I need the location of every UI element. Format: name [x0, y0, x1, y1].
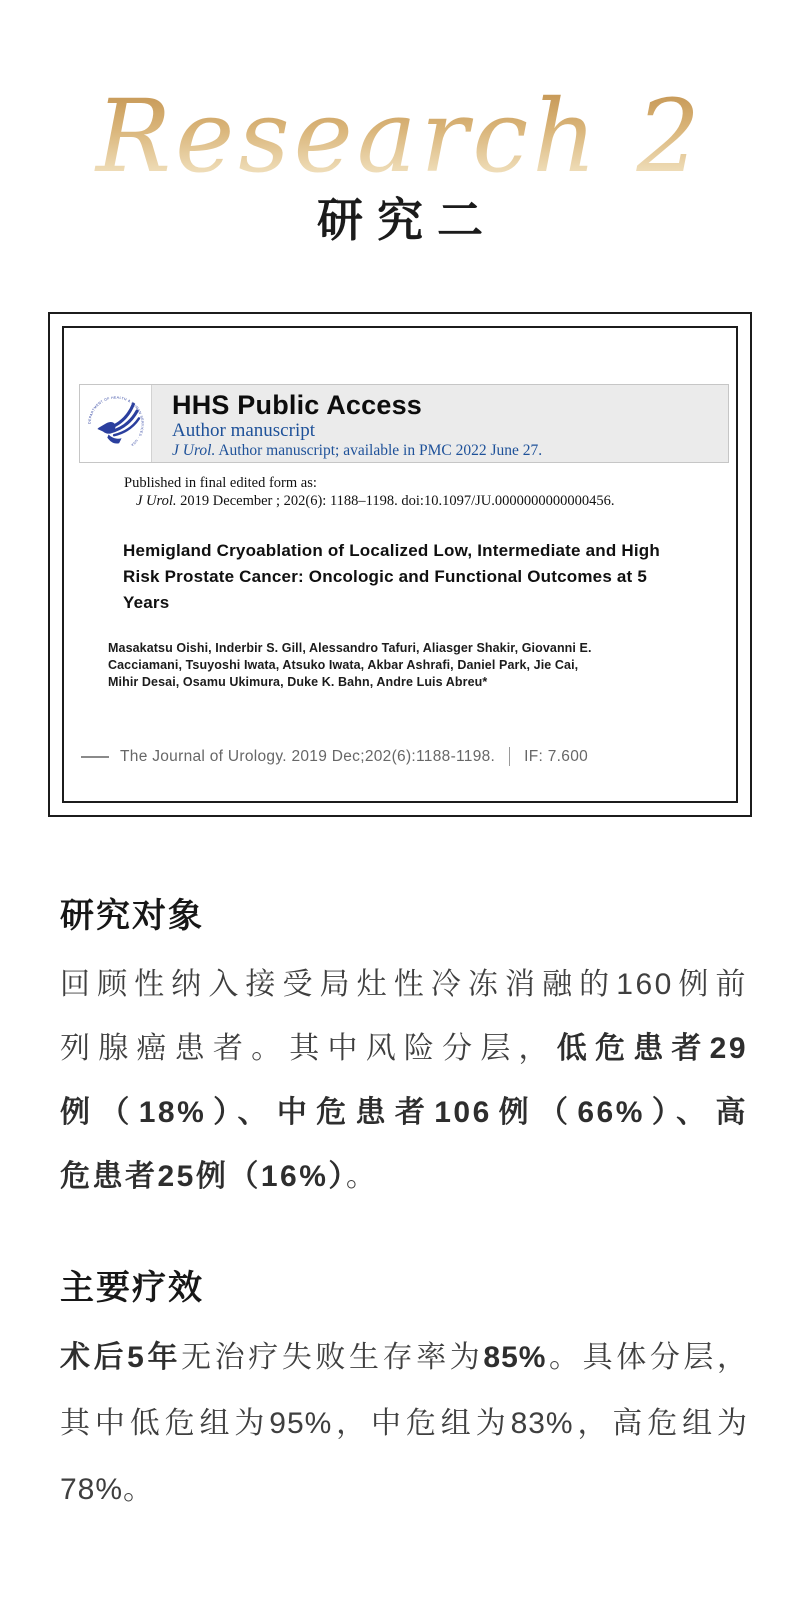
subjects-line [60, 1145, 748, 1209]
journal-reference: The Journal of Urology. 2019 Dec;202(6):1188-1198. [120, 747, 496, 765]
published-label: Published in final edited form as: [124, 475, 317, 491]
paper-authors [108, 640, 688, 691]
subjects-line [60, 1081, 748, 1145]
efficacy-text: 无治疗失败生存率为 [181, 1341, 484, 1374]
paper-title [123, 538, 713, 616]
subjects-text-bold: 低危患者29 [556, 1032, 749, 1065]
subjects-text: 。 [345, 1160, 379, 1193]
paper-authors-line: Mihir Desai, Osamu Ukimura, Duke K. Bahn, Andre Luis Abreu* [108, 675, 488, 689]
efficacy-line [60, 1457, 748, 1523]
availability-line [172, 442, 542, 460]
efficacy-heading: 主要疗效 [60, 1270, 204, 1307]
paper-card-outer-frame [48, 312, 752, 817]
efficacy-text: 。具体分层， [546, 1341, 749, 1374]
journal-citation-row [81, 747, 724, 766]
hhs-banner-title: HHS Public Access [172, 390, 422, 420]
published-info [124, 474, 724, 510]
subjects-heading: 研究对象 [60, 898, 204, 935]
subjects-line [60, 953, 748, 1017]
paper-title-line: Years [123, 593, 170, 612]
efficacy-paragraph [60, 1325, 748, 1523]
svg-text:DEPARTMENT OF HEALTH & HUMAN S: DEPARTMENT OF HEALTH & HUMAN SERVICES · USA [87, 395, 144, 447]
paper-authors-line: Cacciamani, Tsuyoshi Iwata, Atsuko Iwata, Akbar Ashrafi, Daniel Park, Jie Cai, [108, 658, 579, 672]
efficacy-text: 其中低危组为95%，中危组为83%，高危组为 [60, 1407, 748, 1440]
published-citation [136, 492, 724, 510]
subjects-paragraph [60, 953, 748, 1209]
section-study-subjects [60, 895, 748, 1209]
decorative-title: Research 2 [0, 82, 800, 192]
page [0, 78, 800, 1620]
citation-separator [509, 747, 510, 766]
author-manuscript-label: Author manuscript [172, 420, 316, 441]
citation-dash [81, 756, 109, 758]
hhs-banner-text [152, 385, 542, 462]
published-journal: J Urol. [136, 493, 177, 509]
subjects-line [60, 1017, 748, 1081]
paper-card-inner-frame [62, 326, 738, 803]
subjects-text: 列腺癌患者。其中风险分层， [60, 1032, 557, 1065]
efficacy-text-bold: 85% [483, 1341, 547, 1374]
subjects-text: 回顾性纳入接受局灶性冷冻消融的160例前 [60, 968, 748, 1001]
availability-journal: J Urol. [172, 442, 216, 459]
hhs-logo-box [80, 385, 152, 462]
subjects-text-bold: 危患者25例（16%） [60, 1160, 346, 1193]
chinese-section-title: 研究二 [317, 195, 497, 246]
subjects-text-bold: 例（18%）、中危患者106例（66%）、高 [60, 1096, 748, 1129]
efficacy-line [60, 1325, 748, 1391]
hhs-banner [79, 384, 729, 463]
efficacy-line [60, 1391, 748, 1457]
published-rest: 2019 December ; 202(6): 1188–1198. doi:10.1097/JU.0000000000000456. [176, 493, 615, 509]
paper-title-line: Hemigland Cryoablation of Localized Low, Intermediate and High [123, 541, 660, 560]
efficacy-text-bold: 术后5年 [60, 1341, 182, 1374]
paper-authors-line: Masakatsu Oishi, Inderbir S. Gill, Alessandro Tafuri, Aliasger Shakir, Giovanni E. [108, 641, 592, 655]
hhs-eagle-icon [85, 393, 147, 455]
efficacy-text: 78%。 [60, 1473, 155, 1506]
section-main-efficacy [60, 1267, 748, 1523]
impact-factor: IF: 7.600 [524, 747, 589, 765]
availability-rest: Author manuscript; available in PMC 2022 June 27. [215, 442, 543, 459]
paper-title-line: Risk Prostate Cancer: Oncologic and Functional Outcomes at 5 [123, 567, 648, 586]
